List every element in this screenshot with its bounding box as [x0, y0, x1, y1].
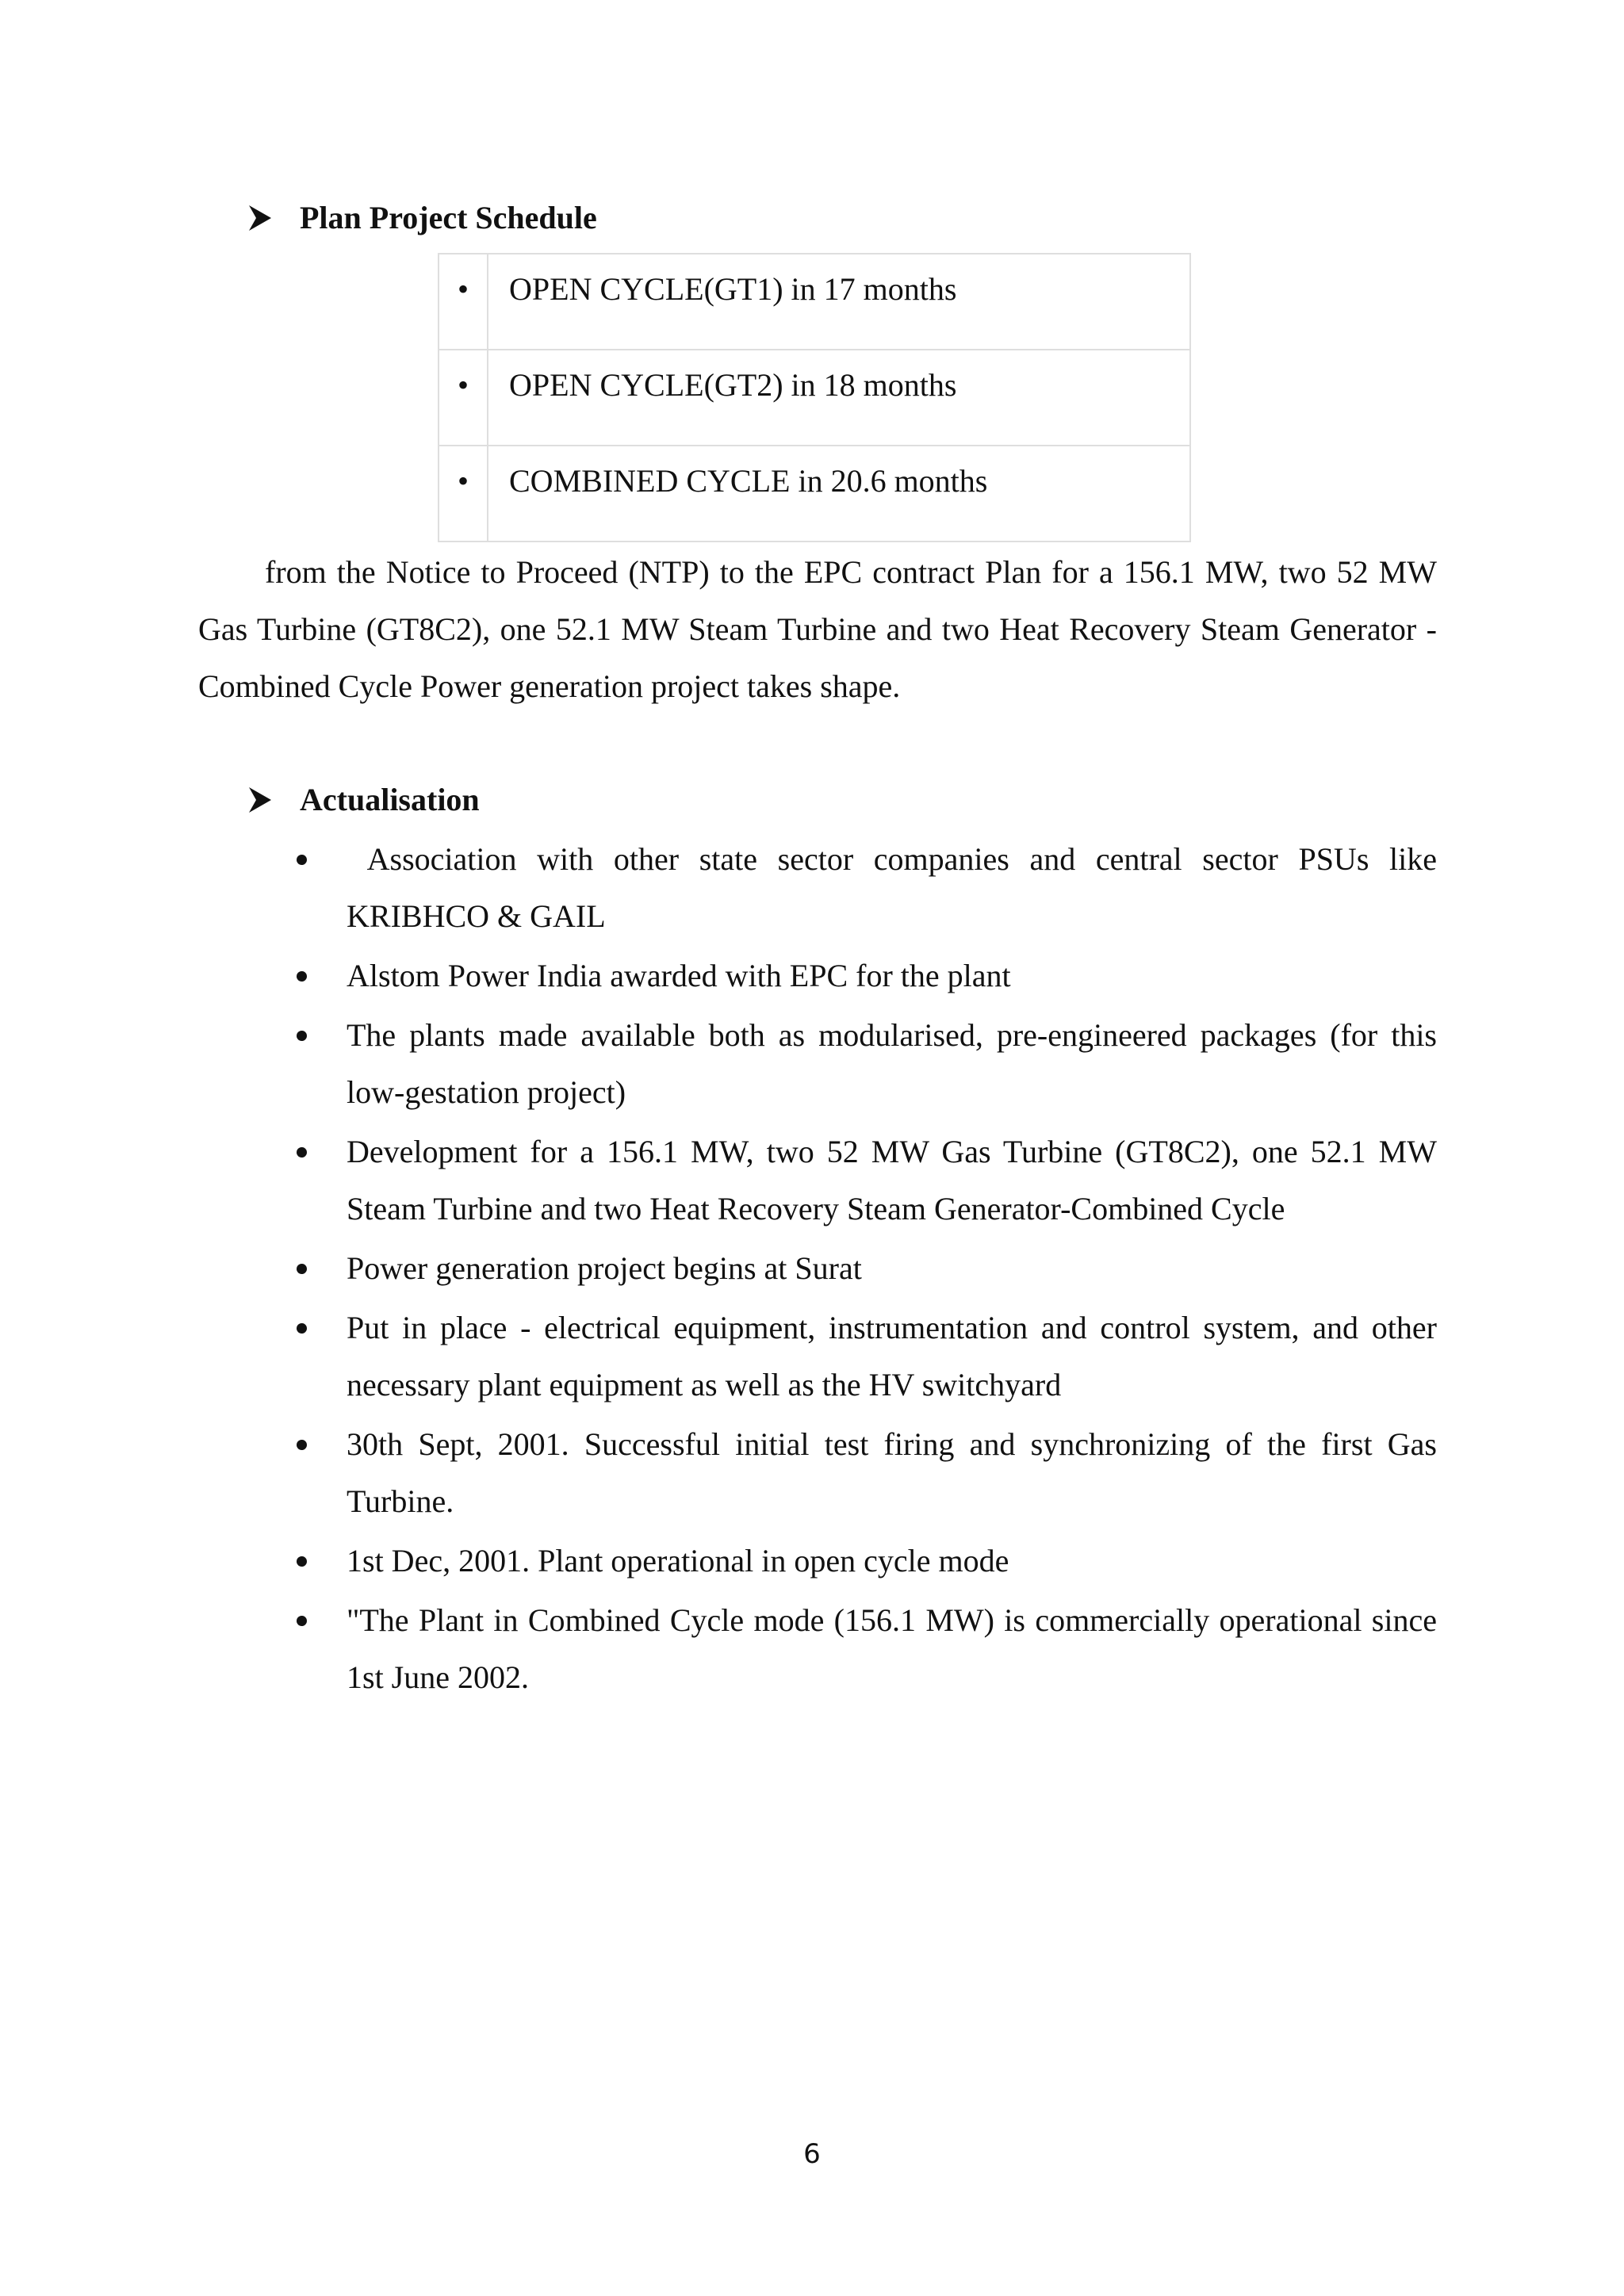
page-number: 6: [803, 2138, 821, 2170]
schedule-row: [439, 254, 1190, 350]
schedule-item: OPEN CYCLE(GT1) in 17 months: [488, 254, 1190, 350]
bullet-dot-icon: [297, 855, 307, 865]
plan-schedule-title: Plan Project Schedule: [300, 200, 597, 235]
bullet-dot-icon: [297, 1031, 307, 1041]
list-item: [293, 1299, 1437, 1414]
list-item: [293, 1240, 1437, 1297]
list-item-text: The plants made available both as modularised, pre-engineered packages (for this low-gestation project): [347, 1017, 1437, 1110]
schedule-item: OPEN CYCLE(GT2) in 18 months: [488, 350, 1190, 446]
list-item-text: Development for a 156.1 MW, two 52 MW Gas Turbine (GT8C2), one 52.1 MW Steam Turbine and two Heat Recovery Steam Generator-Combined Cycle: [347, 1134, 1437, 1226]
list-item: [293, 1416, 1437, 1530]
bullet-dot-icon: [297, 1440, 307, 1450]
plan-paragraph: from the Notice to Proceed (NTP) to the EPC contract Plan for a 156.1 MW, two 52 MW Gas Turbine (GT8C2), one 52.1 MW Steam Turbine and two Heat Recovery Steam Generator - Combined Cycle Power generation project takes shape.: [198, 554, 1437, 704]
schedule-item: COMBINED CYCLE in 20.6 months: [488, 446, 1190, 541]
actualisation-heading: [249, 784, 480, 816]
list-item-text: Alstom Power India awarded with EPC for the plant: [347, 958, 1011, 993]
list-item-text: Put in place - electrical equipment, instrumentation and control system, and other necessary plant equipment as well as the HV switchyard: [347, 1310, 1437, 1402]
list-item-text: "The Plant in Combined Cycle mode (156.1 MW) is commercially operational since 1st June 2002.: [347, 1602, 1437, 1695]
bullet-dot-icon: [297, 1556, 307, 1567]
arrow-bullet-icon: [249, 787, 271, 813]
bullet-dot-icon: [297, 1264, 307, 1274]
schedule-row: [439, 446, 1190, 541]
schedule-table: [438, 253, 1191, 542]
schedule-bullet: •: [439, 350, 488, 446]
list-item: [293, 831, 1446, 945]
bullet-dot-icon: [297, 971, 307, 982]
schedule-row: [439, 350, 1190, 446]
list-item-text: 1st Dec, 2001. Plant operational in open cycle mode: [347, 1543, 1009, 1578]
bullet-dot-icon: [297, 1323, 307, 1334]
plan-schedule-heading: [249, 202, 597, 234]
schedule-bullet: •: [439, 446, 488, 541]
schedule-bullet: •: [439, 254, 488, 350]
list-item-text: 30th Sept, 2001. Successful initial test firing and synchronizing of the first Gas Turbine.: [347, 1426, 1437, 1519]
bullet-dot-icon: [297, 1616, 307, 1626]
list-item: [293, 1592, 1437, 1706]
list-item: [293, 947, 1437, 1004]
list-item-text: Association with other state sector companies and central sector PSUs like KRIBHCO & GAIL: [347, 841, 1446, 934]
list-item: [293, 1533, 1437, 1590]
actualisation-title: Actualisation: [300, 782, 480, 817]
actualisation-list: [293, 831, 1446, 1709]
list-item: [293, 1007, 1437, 1121]
list-item-text: Power generation project begins at Surat: [347, 1250, 862, 1286]
bullet-dot-icon: [297, 1147, 307, 1158]
list-item: [293, 1123, 1437, 1238]
arrow-bullet-icon: [249, 205, 271, 231]
